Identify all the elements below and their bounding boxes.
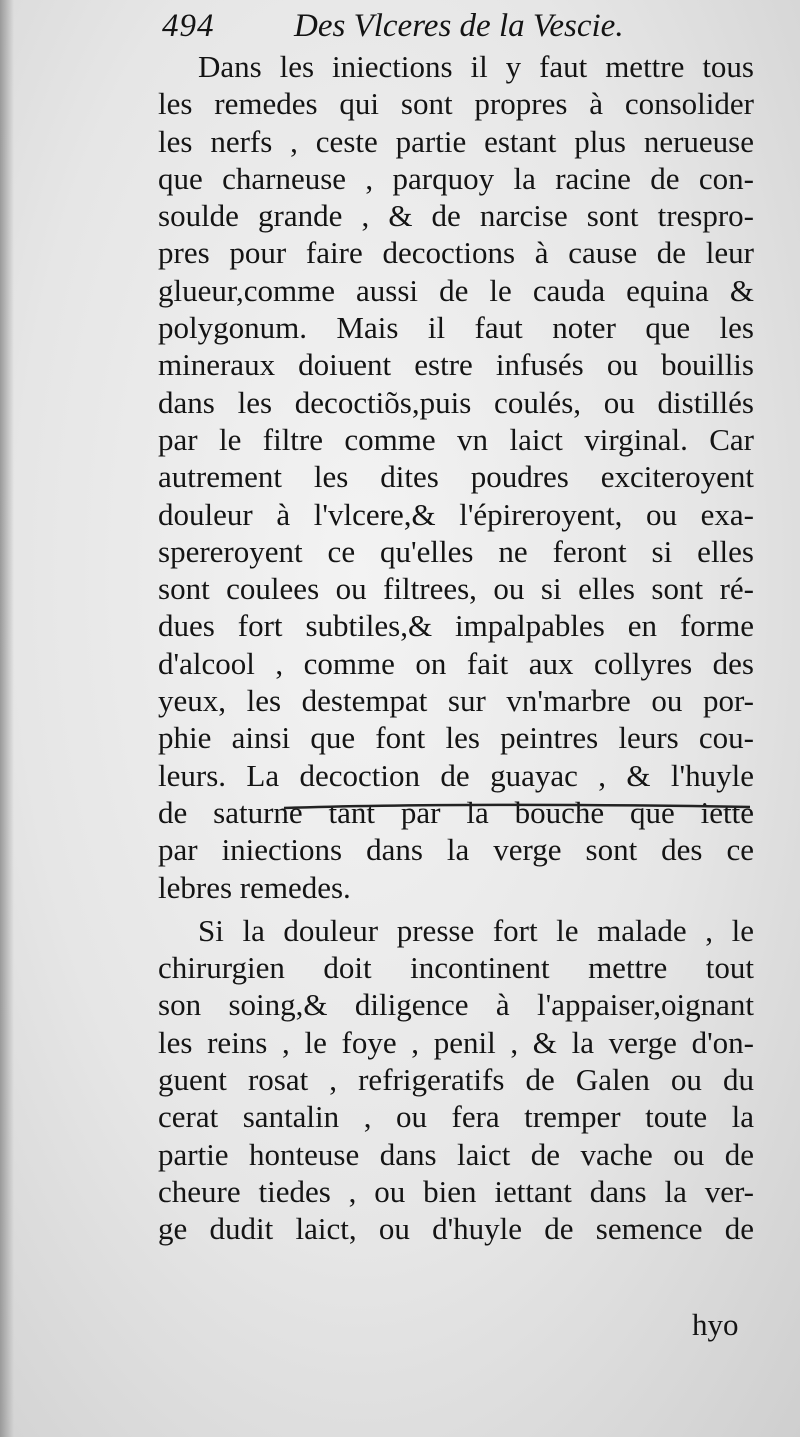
- text-line: soulde grande , & de narcise sont trespro-: [158, 198, 754, 234]
- text-line: les remedes qui sont propres à consolider: [158, 86, 754, 122]
- text-line: lebres remedes.: [158, 869, 351, 905]
- text-line: sont coulees ou filtrees, ou si elles sont ré-: [158, 571, 754, 607]
- body-text: [158, 48, 754, 1248]
- text-line: guent rosat , refrigeratifs de Galen ou du: [158, 1062, 754, 1098]
- text-line: mineraux doiuent estre infusés ou bouillis: [158, 347, 754, 383]
- text-line: que charneuse , parquoy la racine de con-: [158, 160, 754, 196]
- text-line: ge dudit laict, ou d'huyle de semence de: [158, 1211, 754, 1247]
- text-line: dans les decoctiõs,puis coulés, ou distillés: [158, 384, 754, 420]
- text-line: les nerfs , ceste partie estant plus nerueuse: [158, 123, 754, 159]
- page-header: [158, 6, 758, 46]
- text-line: phie ainsi que font les peintres leurs cou-: [158, 720, 754, 756]
- text-line: spereroyent ce qu'elles ne feront si elles: [158, 533, 754, 569]
- running-head: Des Vlceres de la Vescie.: [294, 8, 624, 44]
- text-line: glueur,comme aussi de le cauda equina &: [158, 272, 754, 308]
- text-line: cerat santalin , ou fera tremper toute la: [158, 1099, 754, 1135]
- text-line: Dans les iniections il y faut mettre tous: [198, 49, 754, 84]
- text-line: douleur à l'vlcere,& l'épireroyent, ou exa-: [158, 496, 754, 532]
- catch-word: hyo: [692, 1307, 739, 1342]
- text-line: dues fort subtiles,& impalpables en forme: [158, 608, 754, 644]
- text-line: son soing,& diligence à l'appaiser,oignant: [158, 987, 754, 1023]
- page-number: 494: [162, 8, 215, 44]
- text-line: polygonum. Mais il faut noter que les: [158, 310, 754, 346]
- handwritten-underline: [282, 802, 752, 812]
- text-line: de saturne tant par la bouche que iette: [158, 794, 754, 830]
- text-line: par iniections dans la verge sont des ce: [158, 832, 754, 868]
- text-line: pres pour faire decoctions à cause de leur: [158, 235, 754, 271]
- text-line: d'alcool , comme on fait aux collyres des: [158, 645, 754, 681]
- page-gutter-shadow: [0, 0, 14, 1437]
- text-line: par le filtre comme vn laict virginal. Car: [158, 421, 754, 457]
- text-line: Si la douleur presse fort le malade , le: [198, 912, 754, 948]
- text-line: les reins , le foye , penil , & la verge d'on-: [158, 1024, 754, 1060]
- paragraph-2: [158, 912, 754, 1248]
- text-line: leurs. La decoction de guayac , & l'huyle: [158, 757, 754, 793]
- text-line: partie honteuse dans laict de vache ou de: [158, 1136, 754, 1172]
- text-line: autrement les dites poudres exciteroyent: [158, 459, 754, 495]
- text-line: yeux, les destempat sur vn'marbre ou por-: [158, 683, 754, 719]
- text-line: cheure tiedes , ou bien iettant dans la ver-: [158, 1173, 754, 1209]
- paragraph-1: [158, 48, 754, 906]
- text-line: chirurgien doit incontinent mettre tout: [158, 950, 754, 986]
